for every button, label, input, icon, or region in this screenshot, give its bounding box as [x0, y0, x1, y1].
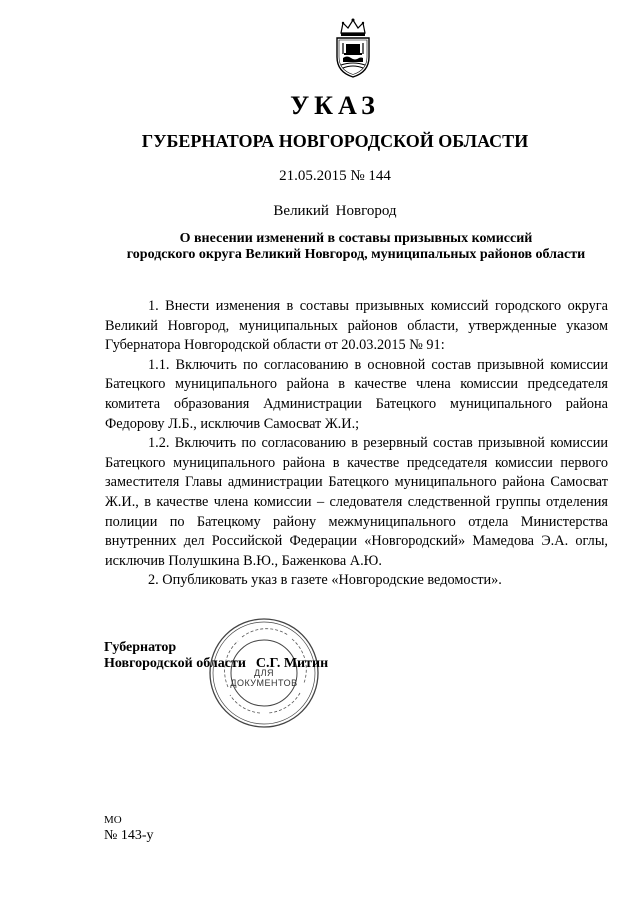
signatory-position-line-1: Губернатор	[104, 640, 177, 655]
subject-line-1: О внесении изменений в составы призывных комиссий	[179, 231, 533, 246]
paragraph-1: 1. Внести изменения в составы призывных комиссий городского округа Великий Новгород, муниципальных районов области, утвержденные указом Губернатора Новгородской области от 20.03.2015 № 91:	[105, 298, 608, 354]
footer-code: МО	[104, 814, 122, 826]
stamp-line-2: ДОКУМЕНТОВ	[230, 678, 298, 688]
document-body	[105, 297, 608, 591]
document-date-number: 21.05.2015 № 144	[279, 168, 391, 184]
novgorod-coat-of-arms-icon	[331, 17, 375, 79]
document-city: Великий Новгород	[273, 203, 397, 219]
paragraph-1-2: 1.2. Включить по согласованию в резервный состав призывной комиссии Батецкого муниципального района в качестве председателя комиссии первого заместителя Главы администрации Батецкого муниципального района Самосват Ж.И., в качестве члена комиссии – следователя следственной группы отделения полиции по Батецкому району межмуниципального отдела Министерства внутренних дел Российской Федерации «Новгородский» Мамедова Э.А. оглы, исключив Полушкина В.Ю., Баженкова А.Ю.	[105, 435, 608, 569]
footer-number: № 143-у	[104, 828, 154, 843]
signatory-position-line-2: Новгородской области	[104, 656, 246, 671]
paragraph-1-1: 1.1. Включить по согласованию в основной состав призывной комиссии Батецкого муниципального района в качестве члена комиссии председателя комитета образования Администрации Батецкого муниципального района Федорову Л.Б., исключив Самосват Ж.И.;	[105, 356, 608, 432]
stamp-line-1: ДЛЯ	[253, 668, 274, 678]
document-footer	[104, 813, 154, 843]
signature-block	[104, 640, 328, 672]
document-title: УКАЗ	[290, 91, 380, 120]
paragraph-2: 2. Опубликовать указ в газете «Новгородские ведомости».	[148, 572, 502, 589]
subject-line-2: городского округа Великий Новгород, муниципальных районов области	[126, 247, 586, 262]
document-subject	[104, 231, 608, 263]
signatory-name: С.Г. Митин	[255, 656, 329, 671]
document-issuer: ГУБЕРНАТОРА НОВГОРОДСКОЙ ОБЛАСТИ	[141, 131, 529, 151]
